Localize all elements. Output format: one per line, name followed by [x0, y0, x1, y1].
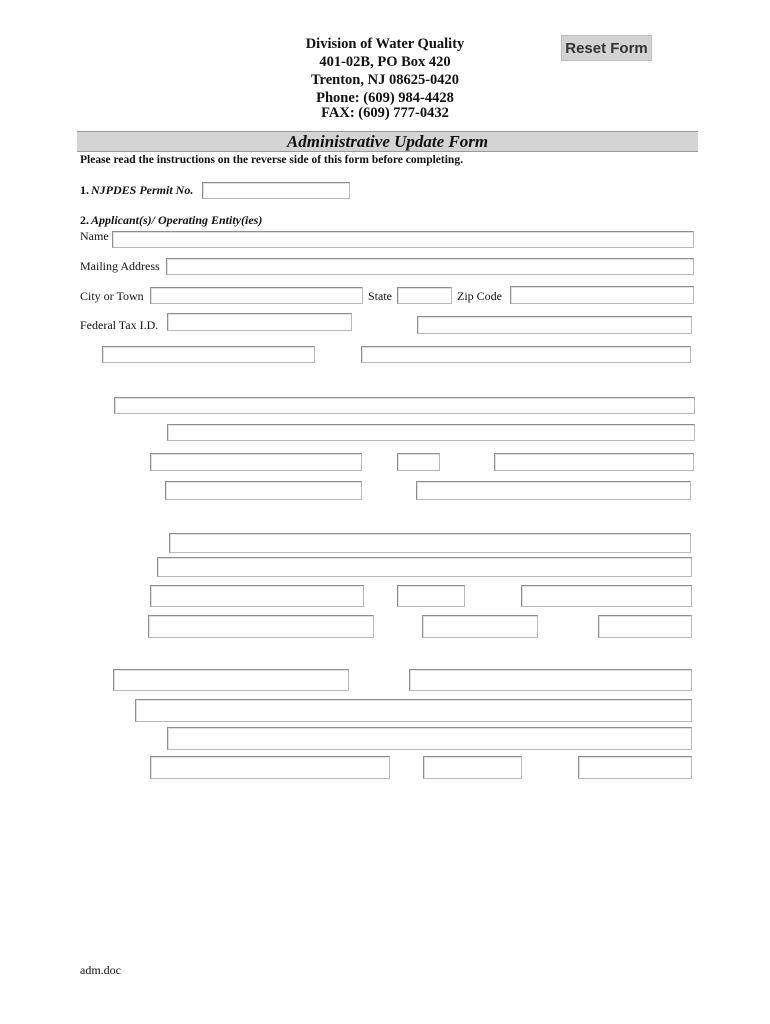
form-field[interactable]: [167, 727, 692, 750]
form-field[interactable]: [598, 615, 692, 638]
form-field[interactable]: [423, 756, 522, 779]
footer-filename: adm.doc: [80, 963, 121, 977]
form-field[interactable]: [157, 557, 692, 577]
mailing-address-label: Mailing Address: [80, 259, 160, 273]
state-input[interactable]: [397, 287, 452, 304]
permit-number-label: NJPDES Permit No.: [91, 183, 194, 197]
mailing-address-input[interactable]: [166, 258, 694, 275]
form-field[interactable]: [113, 669, 349, 691]
agency-address: 401-02B, PO Box 420: [319, 54, 451, 70]
form-field[interactable]: [148, 615, 374, 638]
reset-form-button[interactable]: Reset Form: [561, 35, 652, 61]
form-field[interactable]: [167, 424, 695, 441]
agency-name: Division of Water Quality: [305, 36, 465, 52]
state-label: State: [368, 289, 392, 303]
form-field[interactable]: [416, 481, 691, 500]
form-field[interactable]: [150, 453, 362, 471]
name-label: Name: [80, 229, 109, 243]
form-field[interactable]: [135, 699, 692, 722]
zip-input[interactable]: [510, 286, 694, 304]
name-input[interactable]: [112, 231, 694, 248]
zip-label: Zip Code: [457, 289, 502, 303]
form-field[interactable]: [494, 453, 694, 471]
form-field[interactable]: [114, 397, 695, 414]
form-field[interactable]: [150, 756, 390, 779]
city-label: City or Town: [80, 289, 144, 303]
form-field[interactable]: [397, 585, 465, 607]
form-field[interactable]: [422, 615, 538, 638]
form-field[interactable]: [102, 346, 315, 363]
federal-tax-id-label: Federal Tax I.D.: [80, 318, 159, 332]
form-field[interactable]: [150, 585, 364, 607]
city-input[interactable]: [150, 287, 363, 304]
section-2-number: 2.: [80, 213, 89, 227]
form-field[interactable]: [165, 481, 362, 500]
form-field[interactable]: [397, 453, 440, 471]
agency-fax: FAX: (609) 777-0432: [321, 105, 449, 121]
form-field[interactable]: [578, 756, 692, 779]
form-title: Administrative Update Form: [77, 131, 698, 152]
section-1-number: 1.: [80, 183, 89, 197]
instructions-text: Please read the instructions on the reverse side of this form before completing.: [80, 154, 463, 166]
form-field[interactable]: [361, 346, 691, 363]
form-field[interactable]: [169, 533, 691, 553]
agency-city: Trenton, NJ 08625-0420: [310, 72, 460, 88]
permit-number-input[interactable]: [202, 182, 350, 199]
form-field[interactable]: [409, 669, 692, 691]
applicant-heading: Applicant(s)/ Operating Entity(ies): [91, 213, 263, 227]
agency-phone: Phone: (609) 984-4428: [316, 90, 454, 106]
federal-tax-id-input[interactable]: [167, 313, 352, 331]
form-field[interactable]: [521, 585, 692, 607]
form-field[interactable]: [417, 316, 692, 334]
